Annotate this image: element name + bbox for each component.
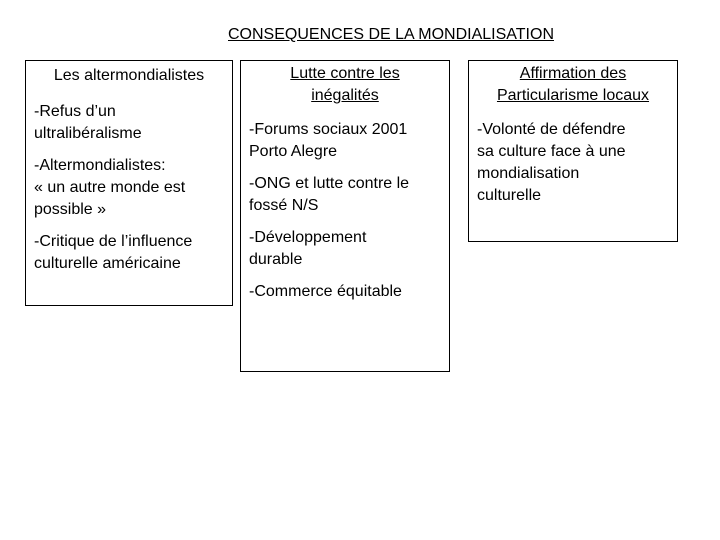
list-item: -Refus d’un ultralibéralisme [34, 103, 142, 142]
particularismes-box [468, 60, 678, 242]
list-item: -Développement durable [249, 229, 367, 268]
list-item: -Volonté de défendre sa culture face à une mondialisation culturelle [477, 121, 626, 204]
altermondialistes-heading: Les altermondialistes [53, 67, 205, 84]
list-item: -Altermondialistes: « un autre monde est possible » [34, 157, 186, 218]
page-title: CONSEQUENCES DE LA MONDIALISATION [228, 26, 554, 43]
inegalites-box [240, 60, 450, 372]
list-item: -ONG et lutte contre le fossé N/S [249, 175, 410, 214]
particularismes-heading: Affirmation des Particularisme locaux [496, 65, 650, 104]
list-item: -Forums sociaux 2001 Porto Alegre [249, 121, 408, 160]
altermondialistes-box [25, 60, 233, 306]
inegalites-heading: Lutte contre les inégalités [290, 65, 400, 104]
list-item: -Commerce équitable [249, 283, 402, 300]
list-item: -Critique de l’influence culturelle américaine [34, 233, 193, 272]
